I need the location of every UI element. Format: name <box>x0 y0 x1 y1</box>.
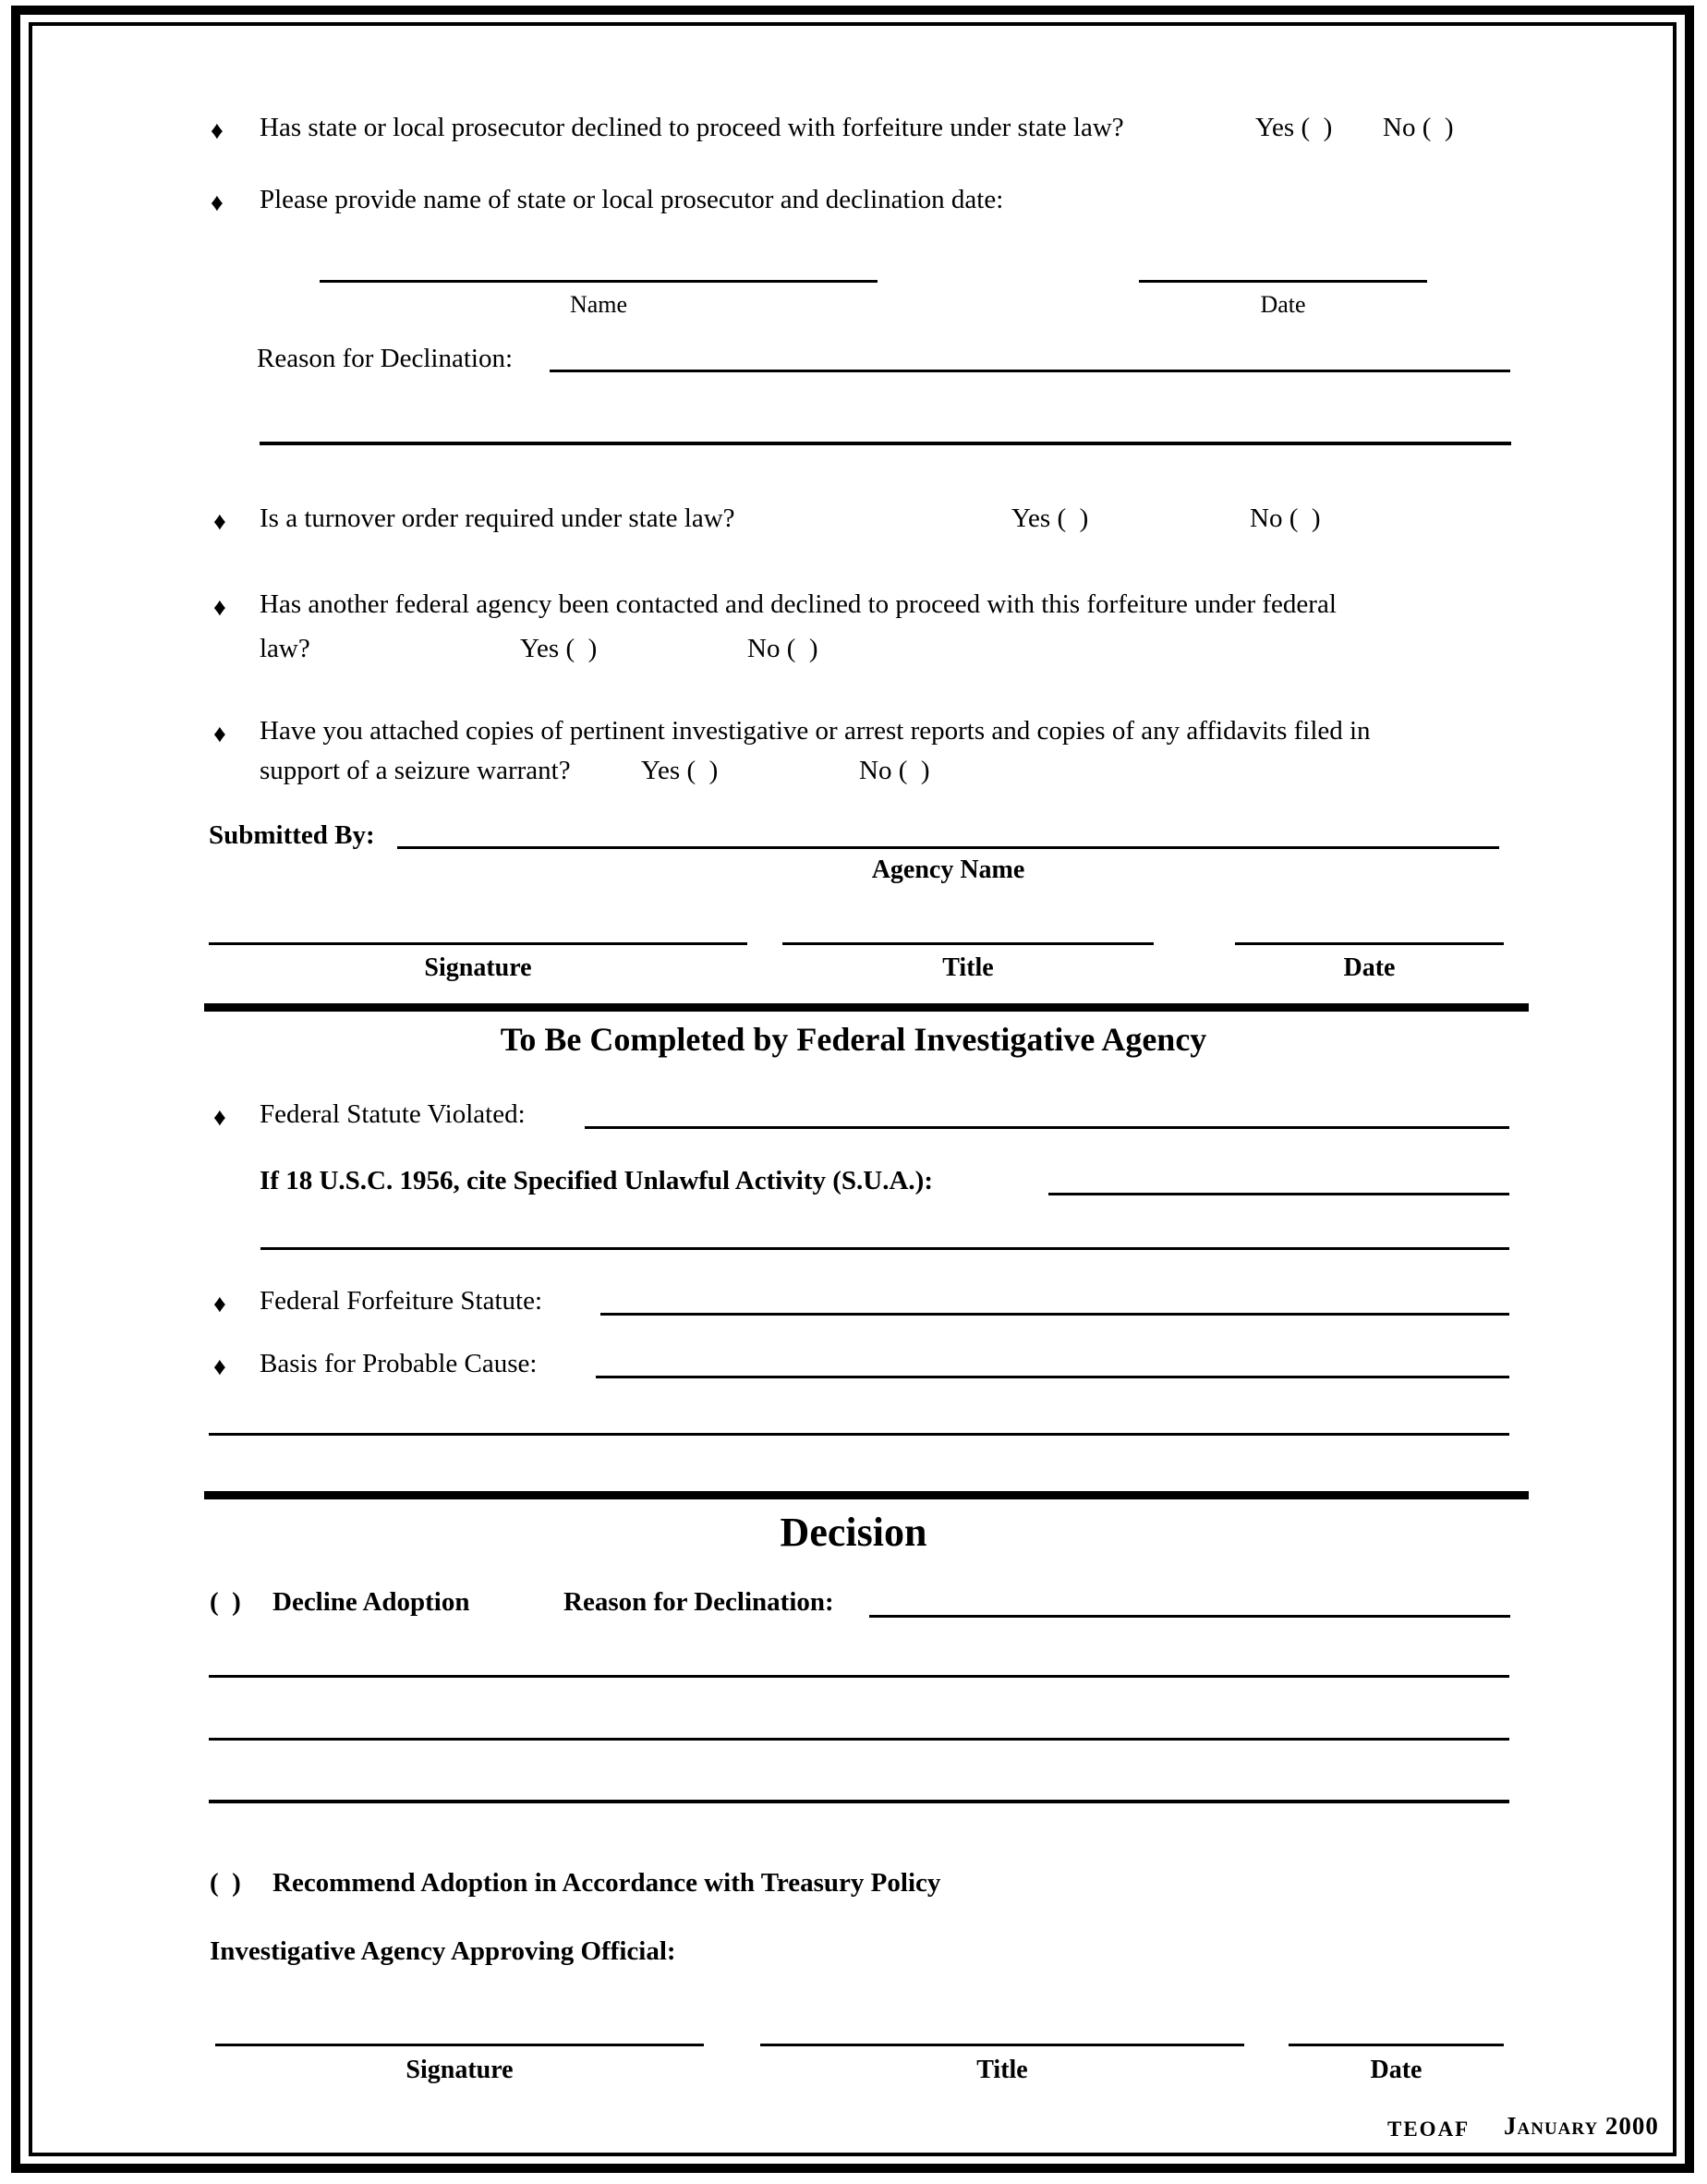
bullet-diamond-icon: ♦ <box>213 1290 226 1317</box>
agency-name-field-line[interactable] <box>397 846 1499 849</box>
federal-section-heading: To Be Completed by Federal Investigative Agency <box>500 1021 1207 1058</box>
submitted-by-label: Submitted By: <box>209 820 375 850</box>
probable-cause-line-1[interactable] <box>596 1376 1509 1378</box>
decline-reason-line-4[interactable] <box>209 1800 1509 1803</box>
submitted-title-line[interactable] <box>782 942 1154 945</box>
decision-heading: Decision <box>780 1510 927 1555</box>
section-divider <box>204 1491 1529 1499</box>
q4-yes-option[interactable]: Yes ( ) <box>520 634 598 663</box>
agency-name-caption: Agency Name <box>871 855 1025 884</box>
name-caption: Name <box>569 291 628 318</box>
title-caption: Title <box>976 2056 1028 2084</box>
decline-adoption-checkbox[interactable]: ( ) <box>210 1587 241 1617</box>
federal-forfeiture-statute-line[interactable] <box>600 1313 1509 1316</box>
recommend-adoption-checkbox[interactable]: ( ) <box>210 1868 241 1898</box>
bullet-diamond-icon: ♦ <box>213 1103 226 1131</box>
federal-forfeiture-statute-label: Federal Forfeiture Statute: <box>260 1286 543 1316</box>
approving-title-line[interactable] <box>760 2044 1244 2046</box>
probable-cause-label: Basis for Probable Cause: <box>260 1349 538 1378</box>
sua-label: If 18 U.S.C. 1956, cite Specified Unlawful Activity (S.U.A.): <box>260 1166 933 1195</box>
submitted-signature-line[interactable] <box>209 942 747 945</box>
federal-statute-violated-label: Federal Statute Violated: <box>260 1099 526 1129</box>
signature-caption: Signature <box>424 953 532 982</box>
q5-no-option[interactable]: No ( ) <box>859 756 930 785</box>
page-border-inner <box>29 22 1677 2156</box>
bullet-diamond-icon: ♦ <box>211 188 224 216</box>
question-other-federal-agency-line1: Has another federal agency been contacted and declined to proceed with this forfeiture under federal <box>260 589 1337 619</box>
prosecutor-name-field-line[interactable] <box>320 280 878 283</box>
section-divider <box>204 1003 1529 1012</box>
reason-for-declination-line-2[interactable] <box>260 442 1511 445</box>
bullet-diamond-icon: ♦ <box>211 116 224 144</box>
sua-line-2[interactable] <box>260 1247 1509 1250</box>
title-caption: Title <box>942 953 994 982</box>
approving-official-label: Investigative Agency Approving Official: <box>210 1936 676 1966</box>
federal-statute-violated-line[interactable] <box>585 1126 1509 1129</box>
decline-reason-line-2[interactable] <box>209 1675 1509 1678</box>
q5-yes-option[interactable]: Yes ( ) <box>641 756 719 785</box>
form-date: January 2000 <box>1504 2112 1659 2140</box>
decline-adoption-label: Decline Adoption <box>272 1587 470 1617</box>
q3-yes-option[interactable]: Yes ( ) <box>1011 504 1089 533</box>
q1-no-option[interactable]: No ( ) <box>1383 113 1454 142</box>
signature-caption: Signature <box>406 2056 514 2084</box>
bullet-diamond-icon: ♦ <box>213 720 226 747</box>
reason-for-declination-label: Reason for Declination: <box>257 344 514 373</box>
bullet-diamond-icon: ♦ <box>213 593 226 621</box>
question-provide-prosecutor-name: Please provide name of state or local prosecutor and declination date: <box>260 185 1004 214</box>
bullet-diamond-icon: ♦ <box>213 1353 226 1380</box>
declination-date-field-line[interactable] <box>1139 280 1427 283</box>
question-turnover-order: Is a turnover order required under state law? <box>260 504 735 533</box>
decline-reason-line-3[interactable] <box>209 1738 1509 1741</box>
question-state-prosecutor-declined: Has state or local prosecutor declined to proceed with forfeiture under state law? <box>260 113 1124 142</box>
question-attached-reports-line2: support of a seizure warrant? <box>260 756 571 785</box>
reason-for-declination-line-1[interactable] <box>550 370 1510 372</box>
form-code: TEOAF <box>1387 2117 1471 2141</box>
probable-cause-line-2[interactable] <box>209 1433 1509 1436</box>
approving-date-line[interactable] <box>1289 2044 1504 2046</box>
submitted-date-line[interactable] <box>1235 942 1504 945</box>
date-caption: Date <box>1260 291 1306 318</box>
question-other-federal-agency-line2: law? <box>260 634 310 663</box>
q3-no-option[interactable]: No ( ) <box>1250 504 1321 533</box>
q4-no-option[interactable]: No ( ) <box>747 634 818 663</box>
date-caption: Date <box>1370 2056 1422 2084</box>
bullet-diamond-icon: ♦ <box>213 507 226 535</box>
q1-yes-option[interactable]: Yes ( ) <box>1255 113 1333 142</box>
question-attached-reports-line1: Have you attached copies of pertinent investigative or arrest reports and copies of any affidavits filed in <box>260 716 1371 746</box>
decline-reason-label: Reason for Declination: <box>563 1587 834 1617</box>
recommend-adoption-label: Recommend Adoption in Accordance with Treasury Policy <box>272 1868 941 1898</box>
sua-line-1[interactable] <box>1048 1193 1509 1195</box>
decline-reason-line-1[interactable] <box>869 1615 1510 1618</box>
date-caption: Date <box>1343 953 1396 982</box>
approving-signature-line[interactable] <box>215 2044 704 2046</box>
